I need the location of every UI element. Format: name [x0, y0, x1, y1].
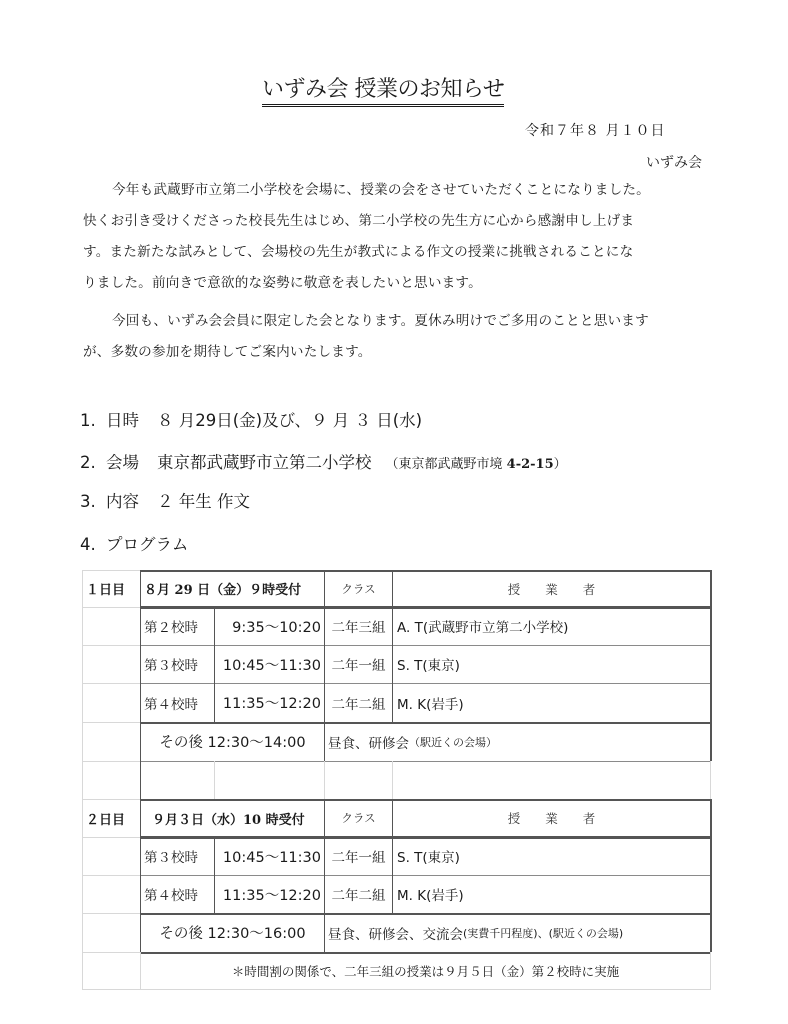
day2-reception: ９月３日（水）10 時受付	[152, 812, 305, 828]
item-label: 日時	[106, 411, 139, 430]
day1-reception: ８月 29 日（金）９時受付	[144, 583, 302, 598]
paragraph-line: す。また新たな試みとして、会場校の先生が教式による作文の授業に挑戦されることにな	[83, 244, 634, 260]
day2-row1-time: 10:45～11:30	[222, 849, 321, 866]
paragraph-line: 今年も武蔵野市立第二小学校を会場に、授業の会をさせていただくことになりました。	[112, 182, 650, 198]
item-value: ８ 月29日(金)及び、９ 月 ３ 日(水)	[157, 411, 423, 430]
table-border	[214, 761, 215, 799]
item-label: 内容	[106, 492, 139, 511]
table-border	[82, 607, 140, 608]
intro-paragraph-1	[83, 175, 723, 299]
paragraph-line: りました。前向きで意欲的な姿勢に敬意を表したいと思います。	[83, 275, 482, 291]
day1-row1-time: 9:35～10:20	[232, 619, 321, 636]
day1-after-activity: 昼食、研修会	[328, 735, 409, 752]
paragraph-line: 今回も、いずみ会会員に限定した会となります。夏休み明けでご多用のことと思います	[112, 313, 649, 329]
day1-row1-period: 第２校時	[144, 620, 198, 636]
day2-row2-class: 二年二組	[331, 888, 386, 904]
venue-address	[386, 457, 567, 472]
table-border	[82, 761, 140, 762]
day2-after-note: (実費千円程度)、(駅近くの会場)	[463, 926, 624, 940]
day1-row3-class: 二年二組	[331, 696, 386, 713]
table-border	[710, 799, 712, 952]
day1-row1-class: 二年三組	[331, 620, 386, 636]
day1-row3-time: 11:35～12:20	[222, 696, 321, 712]
day2-after	[328, 913, 708, 952]
address-suffix: ）	[553, 457, 567, 472]
table-border	[82, 722, 140, 723]
table-border	[710, 952, 711, 990]
address-number: 4-2-15	[506, 457, 554, 472]
table-border	[82, 570, 83, 990]
schedule-footnote: ＊時間割の関係で、二年三組の授業は９月５日（金）第２校時に実施	[231, 963, 620, 979]
table-border	[82, 683, 140, 684]
day1-teacher-header: 授 業 者	[507, 581, 596, 597]
day2-label: ２日目	[86, 812, 126, 828]
address-prefix: （東京都武蔵野市境	[385, 457, 503, 472]
table-border	[392, 761, 393, 799]
intro-paragraph-2	[83, 306, 723, 368]
day1-row3-period: 第４校時	[144, 696, 198, 713]
item-datetime	[80, 410, 422, 432]
table-border	[82, 875, 140, 876]
document-date: 令和７年８ 月１０日	[525, 123, 666, 139]
item-value: 東京都武蔵野市立第二小学校	[157, 453, 372, 472]
item-number: 2.	[80, 453, 96, 472]
paragraph-line: 快くお引き受けくださった校長先生はじめ、第二小学校の先生方に心から感謝申し上げま	[83, 213, 635, 229]
day2-row2-period: 第４校時	[144, 888, 198, 904]
item-value: ２ 年生 作文	[157, 492, 250, 511]
day1-class-header: クラス	[341, 581, 376, 596]
day1-after-note: （駅近くの会場）	[409, 735, 497, 749]
item-number: 3.	[80, 492, 96, 511]
table-border	[82, 989, 711, 990]
table-border	[710, 570, 712, 761]
program-table	[82, 570, 711, 990]
day2-row1-period: 第３校時	[144, 850, 198, 866]
day1-row2-time: 10:45～11:30	[222, 657, 321, 674]
item-number: 4.	[80, 535, 96, 554]
day1-row3-teacher: M. K(岩手)	[397, 696, 464, 713]
item-content	[80, 491, 250, 513]
day2-row2-time: 11:35～12:20	[222, 887, 321, 904]
item-label: 会場	[106, 453, 139, 472]
day2-after-time: その後 12:30～16:00	[159, 926, 306, 942]
table-border	[82, 837, 140, 838]
day2-after-activity: 昼食、研修会、交流会	[328, 926, 463, 943]
day2-row2-teacher: M. K(岩手)	[397, 888, 464, 904]
table-border	[140, 570, 141, 952]
item-label: プログラム	[106, 535, 189, 554]
day1-row2-class: 二年一組	[331, 658, 386, 674]
table-border	[82, 645, 140, 646]
day2-row1-class: 二年一組	[331, 850, 386, 866]
table-border	[324, 761, 325, 799]
item-venue	[80, 452, 567, 476]
day1-after-time: その後 12:30～14:00	[159, 735, 306, 751]
organization-name: いずみ会	[646, 155, 702, 171]
item-number: 1.	[80, 411, 96, 430]
day2-teacher-header: 授 業 者	[507, 811, 596, 826]
table-border	[140, 761, 711, 762]
item-program	[80, 534, 188, 556]
page-title: いずみ会 授業のお知らせ	[262, 76, 504, 107]
day1-row1-teacher: A. T(武蔵野市立第二小学校)	[397, 620, 569, 636]
day2-class-header: クラス	[341, 811, 376, 825]
day1-label: １日目	[86, 583, 126, 598]
day1-row2-teacher: S. T(東京)	[397, 658, 460, 674]
table-border	[82, 952, 140, 953]
day2-row1-teacher: S. T(東京)	[397, 850, 460, 866]
day1-row2-period: 第３校時	[144, 658, 198, 674]
table-border	[710, 761, 711, 799]
day1-after	[328, 722, 708, 761]
paragraph-line: が、多数の参加を期待してご案内いたします。	[83, 344, 372, 360]
table-border	[82, 913, 140, 914]
